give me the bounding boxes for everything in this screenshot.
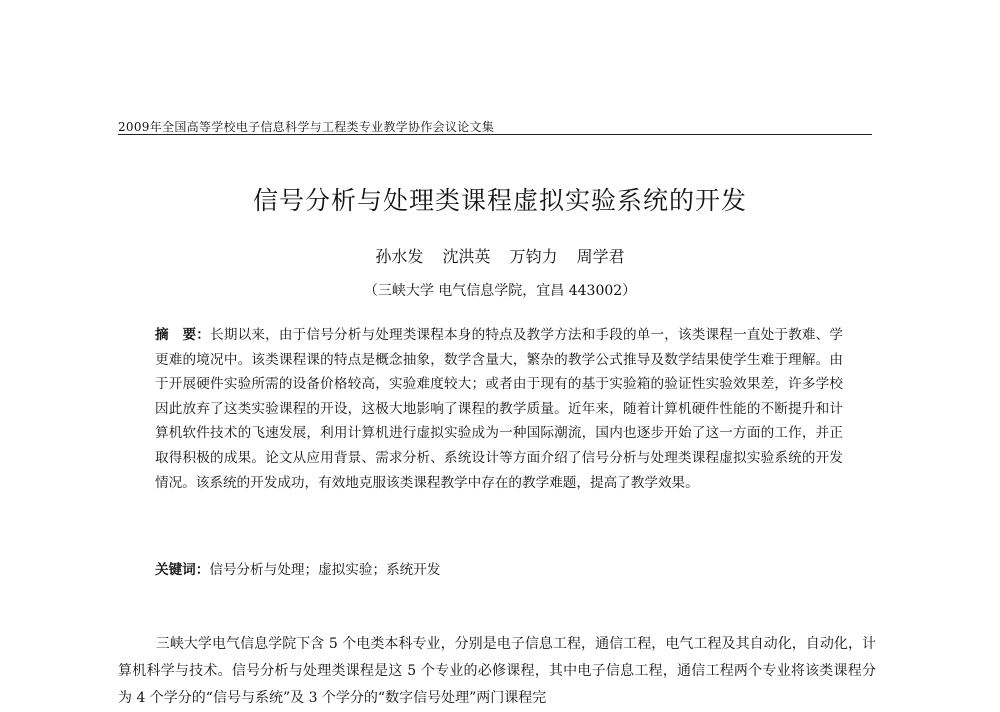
body-paragraph: 三峡大学电气信息学院下含 5 个电类本科专业，分别是电子信息工程，通信工程，电气工程及其自动化，自动化，计算机科学与技术。信号分析与处理类课程是这 5 个专业的必修课程，其中电子信息工程，通信工程两个专业将该类课程分为 4 个学分的“信号与系统”及 3 个学分的“数字信号处理”两门课程完: [118, 636, 876, 706]
keywords-text: 信号分析与处理；虚拟实验；系统开发: [209, 562, 441, 578]
paper-title: 信号分析与处理类课程虚拟实验系统的开发: [252, 186, 747, 215]
abstract-label: 摘 要：: [155, 327, 211, 343]
abstract: [155, 323, 843, 495]
paper-affiliation: （三峡大学 电气信息学院，宜昌 443002）: [363, 283, 637, 299]
paper-authors: 孙水发 沈洪英 万钧力 周学君: [375, 247, 625, 266]
keywords: [155, 558, 843, 578]
abstract-text: 长期以来，由于信号分析与处理类课程本身的特点及教学方法和手段的单一，该类课程一直处于教难、学更难的境况中。该类课程课的特点是概念抽象，数学含量大，繁杂的教学公式推导及数学结果使学生难于理解。由于开展硬件实验所需的设备价格较高，实验难度较大；或者由于现有的基于实验箱的验证性实验效果差，许多学校因此放弃了这类实验课程的开设，这极大地影响了课程的教学质量。近年来，随着计算机硬件性能的不断提升和计算机软件技术的飞速发展，利用计算机进行虚拟实验成为一种国际潮流，国内也逐步开始了这一方面的工作，并正取得积极的成果。论文从应用背景、需求分析、系统设计等方面介绍了信号分析与处理类课程虚拟实验系统的开发情况。该系统的开发成功，有效地克服该类课程教学中存在的教学难题，提高了教学效果。: [155, 327, 844, 491]
running-header: 2009年全国高等学校电子信息科学与工程类专业教学协作会议论文集: [118, 120, 495, 134]
keywords-label: 关键词：: [155, 562, 210, 578]
